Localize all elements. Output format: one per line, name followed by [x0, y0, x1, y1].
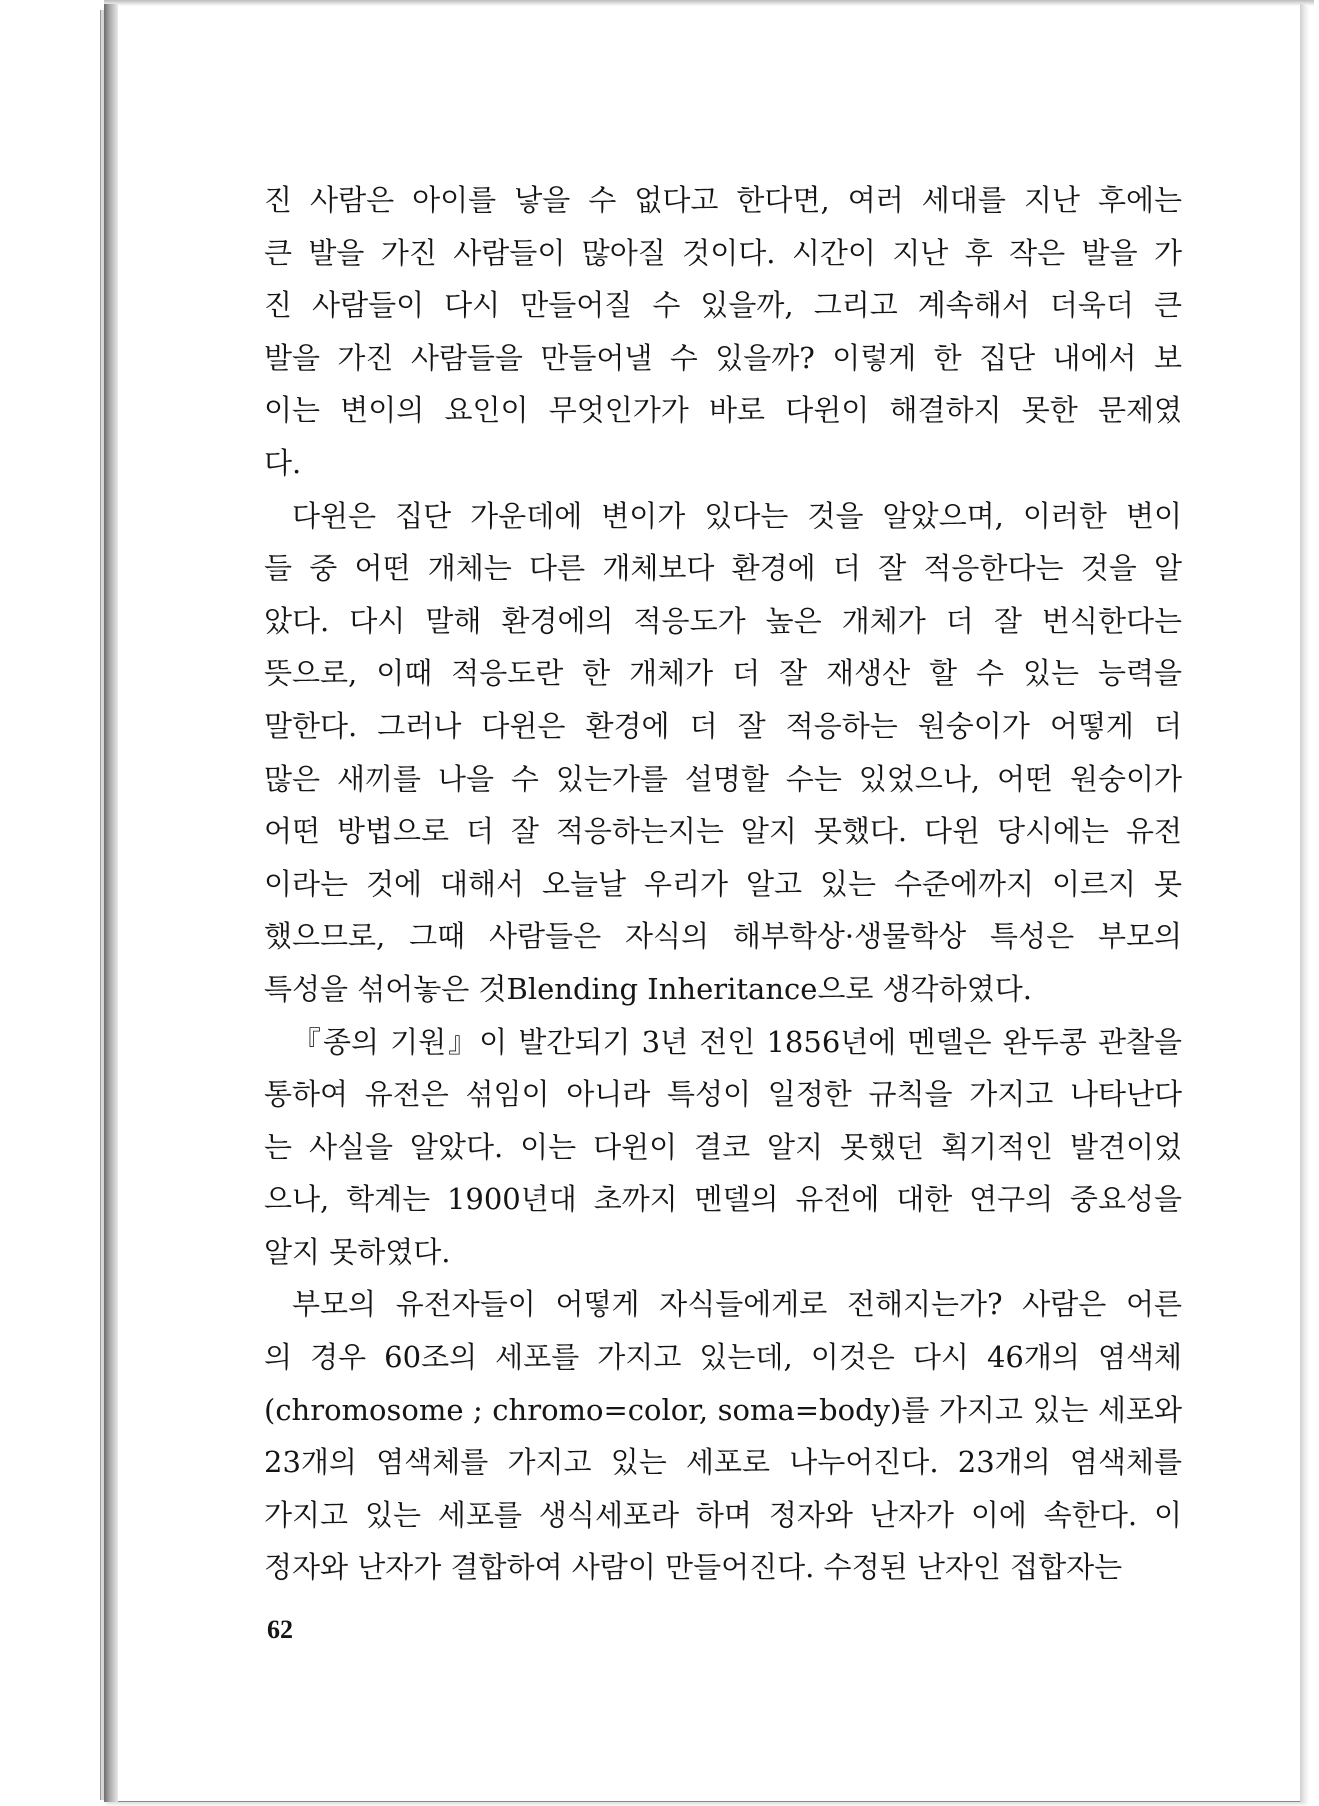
book-spine-shadow	[104, 4, 118, 1802]
paragraph	[264, 490, 1182, 1016]
text-line: 진 사람은 아이를 낳을 수 없다고 한다면, 여러 세대를 지난 후에는	[264, 183, 1182, 217]
text-line: 말한다. 그러나 다윈은 환경에 더 잘 적응하는 원숭이가 어떻게 더	[264, 708, 1182, 743]
page-top-edge	[104, 0, 1314, 6]
text-line: 았다. 다시 말해 환경에의 적응도가 높은 개체가 더 잘 번식한다는	[264, 603, 1182, 638]
text-line: 했으므로, 그때 사람들은 자식의 해부학상·생물학상 특성은 부모의	[264, 919, 1182, 954]
text-line: 특성을 섞어놓은 것Blending Inheritance으로 생각하였다.	[264, 971, 1032, 1006]
text-line: 뜻으로, 이때 적응도란 한 개체가 더 잘 재생산 할 수 있는 능력을	[264, 656, 1182, 691]
text-line: 알지 못하였다.	[264, 1234, 451, 1269]
text-line: 이는 변이의 요인이 무엇인가가 바로 다윈이 해결하지 못한 문제였	[264, 393, 1182, 428]
text-line: 부모의 유전자들이 어떻게 자식들에게로 전해지는가? 사람은 어른	[292, 1287, 1182, 1322]
paragraph	[264, 1278, 1182, 1594]
text-line: 『종의 기원』이 발간되기 3년 전인 1856년에 멘델은 완두콩 관찰을	[292, 1024, 1182, 1059]
text-line: 많은 새끼를 나을 수 있는가를 설명할 수는 있었으나, 어떤 원숭이가	[264, 761, 1182, 796]
text-line: 다윈은 집단 가운데에 변이가 있다는 것을 알았으며, 이러한 변이	[292, 498, 1182, 533]
text-line: 가지고 있는 세포를 생식세포라 하며 정자와 난자가 이에 속한다. 이	[264, 1497, 1182, 1532]
body-text	[264, 174, 1182, 1594]
paragraph	[264, 1016, 1182, 1279]
text-line: 는 사실을 알았다. 이는 다윈이 결코 알지 못했던 획기적인 발견이었	[264, 1129, 1182, 1164]
text-line: 들 중 어떤 개체는 다른 개체보다 환경에 더 잘 적응한다는 것을 알	[264, 551, 1182, 586]
text-line: 발을 가진 사람들을 만들어낼 수 있을까? 이렇게 한 집단 내에서 보	[264, 340, 1182, 375]
paragraph	[264, 174, 1182, 490]
text-line: 이라는 것에 대해서 오늘날 우리가 알고 있는 수준에까지 이르지 못	[264, 866, 1182, 901]
text-line: (chromosome ; chromo=color, soma=body)를 가지고 있는 세포와	[264, 1392, 1182, 1427]
text-line: 의 경우 60조의 세포를 가지고 있는데, 이것은 다시 46개의 염색체	[264, 1340, 1182, 1375]
text-line: 정자와 난자가 결합하여 사람이 만들어진다. 수정된 난자인 접합자는	[264, 1550, 1123, 1585]
text-line: 23개의 염색체를 가지고 있는 세포로 나누어진다. 23개의 염색체를	[264, 1445, 1182, 1480]
text-line: 큰 발을 가진 사람들이 많아질 것이다. 시간이 지난 후 작은 발을 가	[264, 235, 1182, 270]
text-line: 어떤 방법으로 더 잘 적응하는지는 알지 못했다. 다윈 당시에는 유전	[264, 814, 1182, 849]
text-line: 통하여 유전은 섞임이 아니라 특성이 일정한 규칙을 가지고 나타난다	[264, 1077, 1182, 1112]
text-line: 으나, 학계는 1900년대 초까지 멘델의 유전에 대한 연구의 중요성을	[264, 1182, 1182, 1217]
page-right-edge	[1300, 4, 1306, 1802]
page-number: 62	[267, 1615, 293, 1644]
text-line: 다.	[264, 445, 302, 480]
text-line: 진 사람들이 다시 만들어질 수 있을까, 그리고 계속해서 더욱더 큰	[264, 288, 1182, 323]
